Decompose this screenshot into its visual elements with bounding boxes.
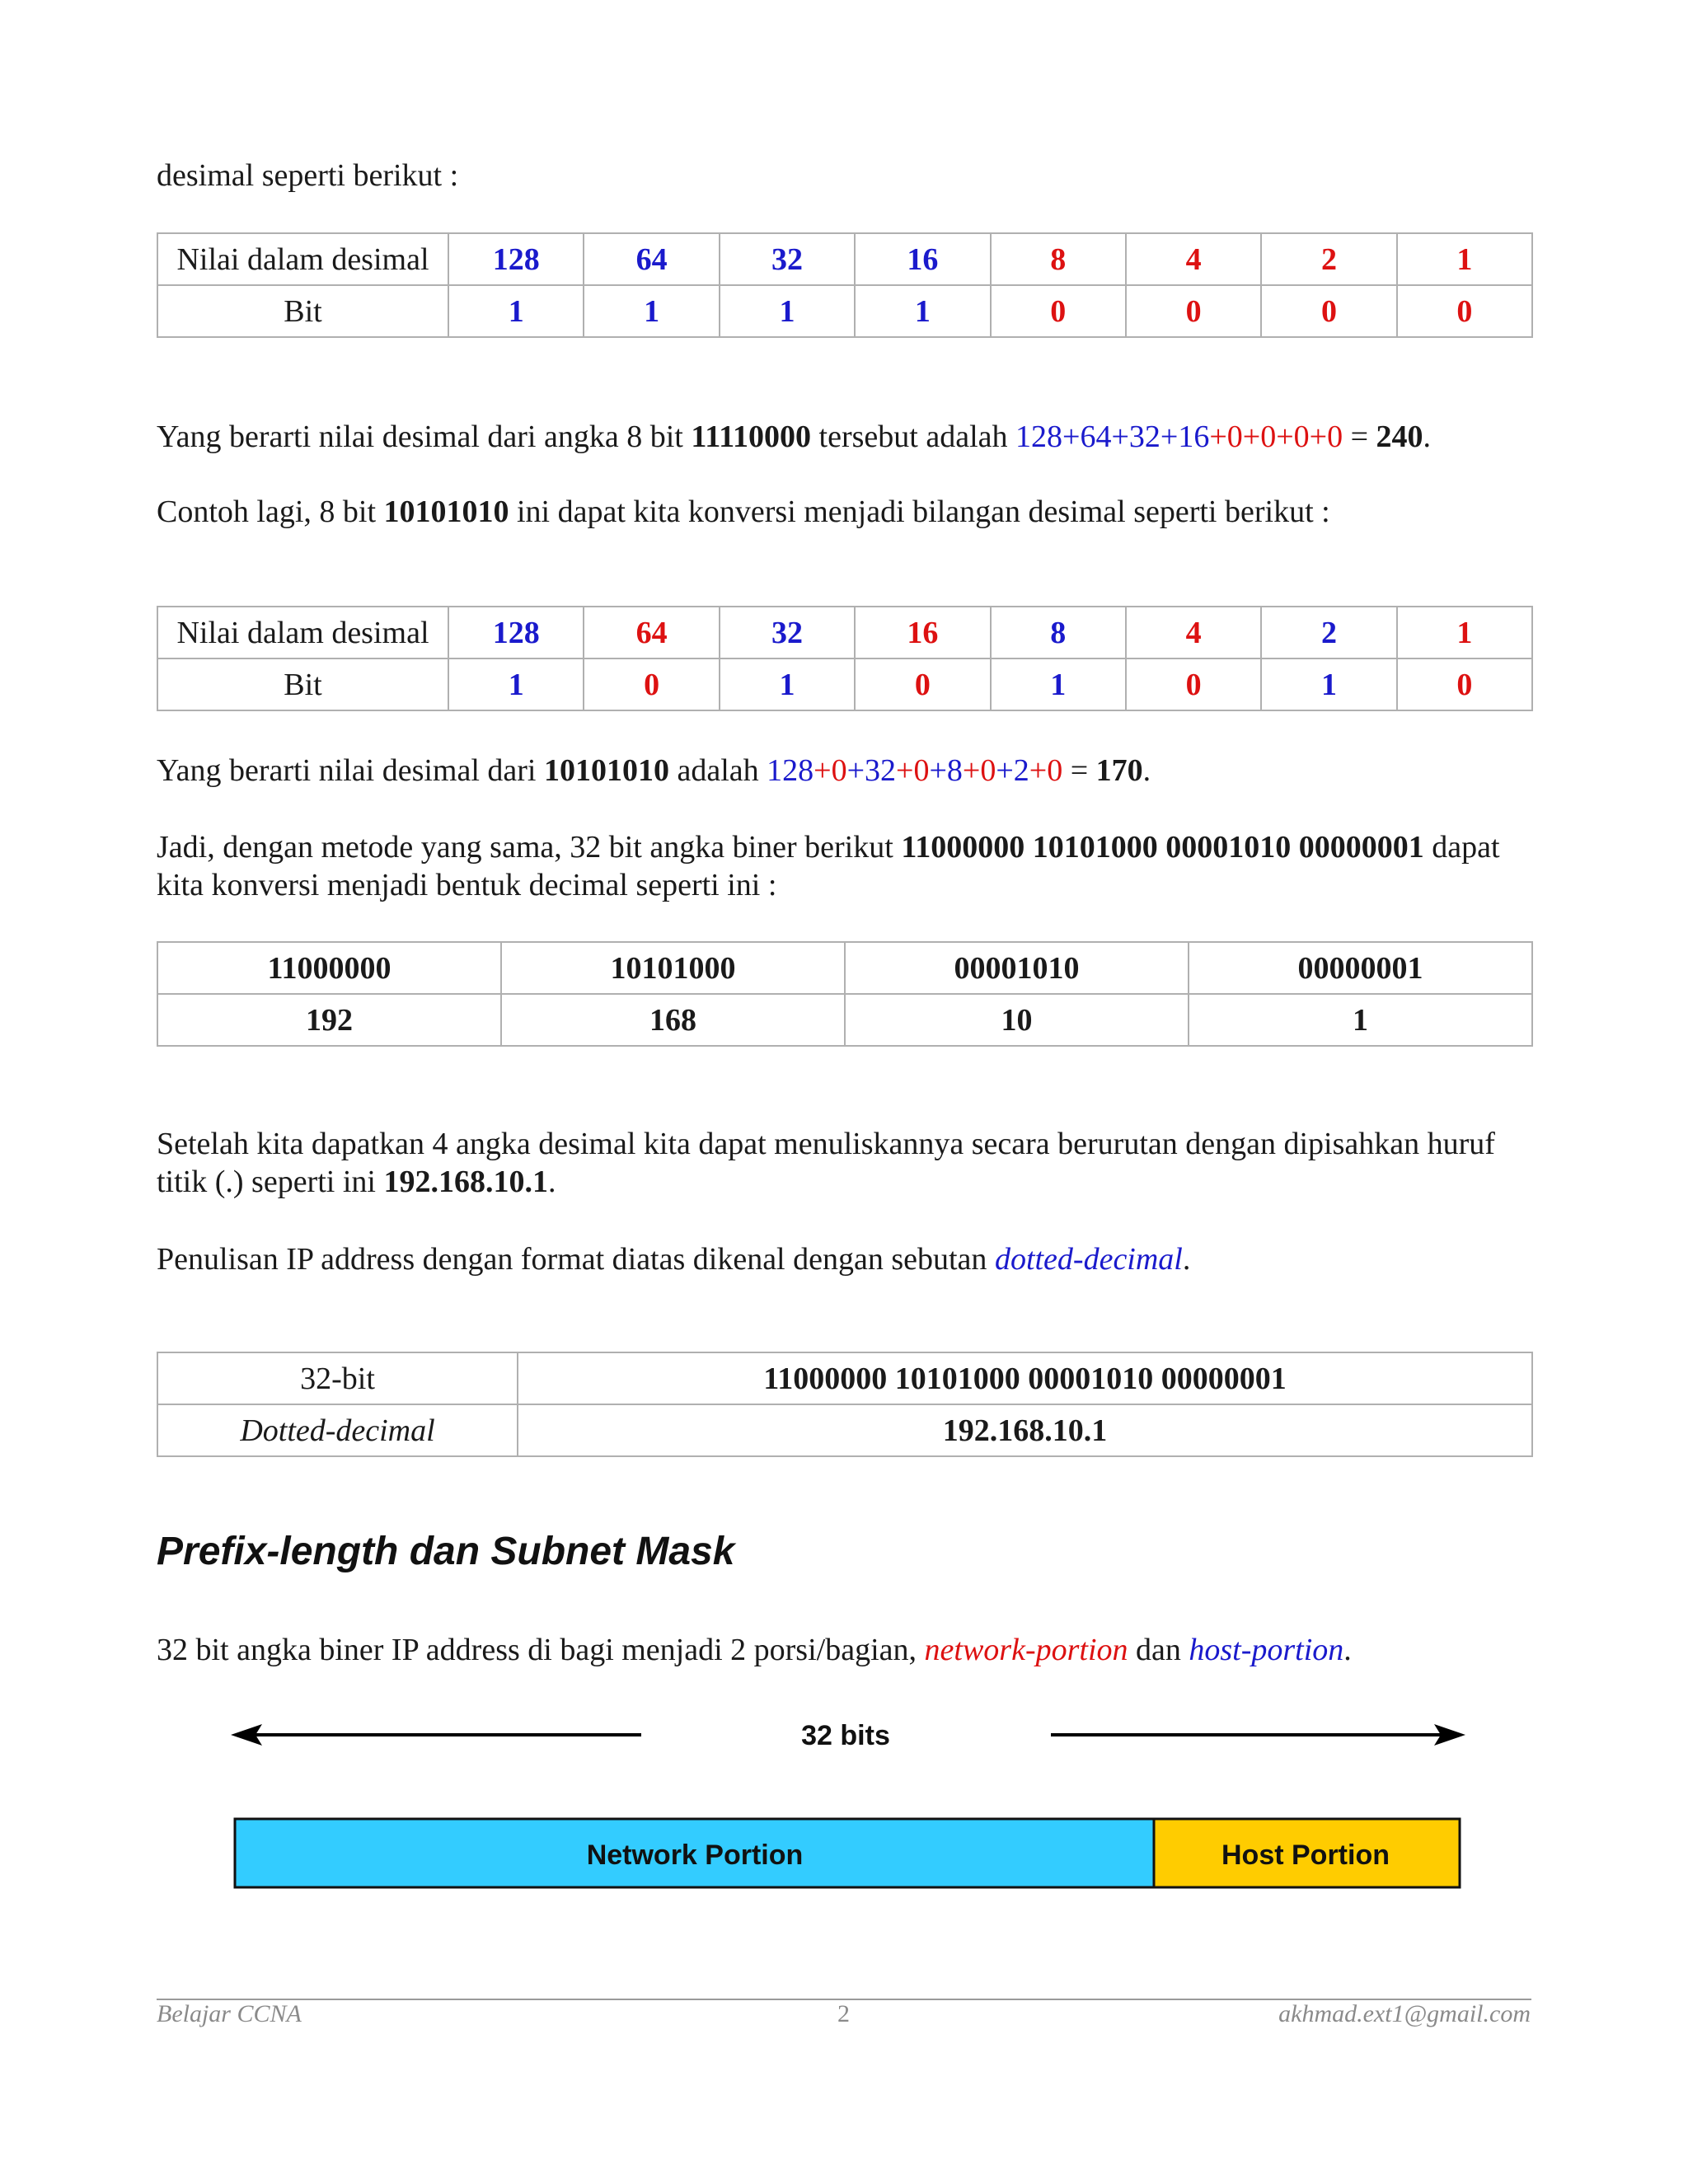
network-portion-label: Network Portion <box>586 1840 804 1871</box>
octet-cell: 00000001 <box>1189 942 1532 994</box>
bit-cell: 0 <box>1261 285 1396 337</box>
section-heading: Prefix-length dan Subnet Mask <box>157 1530 735 1573</box>
page-number: 2 <box>837 2000 850 2027</box>
binary-value: 11000000 10101000 00001010 00000001 <box>518 1352 1532 1404</box>
decimal-cell: 168 <box>501 994 845 1046</box>
bit-cell: 0 <box>1126 658 1261 710</box>
footer-email: akhmad.ext1@gmail.com <box>1278 2000 1531 2027</box>
text: = <box>1062 753 1096 788</box>
text: Yang berarti nilai desimal dari angka 8 bit <box>157 419 692 454</box>
bit-cell: 0 <box>991 285 1126 337</box>
text: = <box>1343 419 1376 454</box>
bit-cell: 1 <box>1261 658 1396 710</box>
bit-cell: 1 <box>448 285 584 337</box>
octet-cell: 00001010 <box>845 942 1189 994</box>
result-value: 170 <box>1095 753 1143 788</box>
place-value-cell: 128 <box>448 607 584 658</box>
plus-sign: + <box>1029 753 1048 788</box>
row-label: Bit <box>157 658 448 710</box>
text: . <box>1343 1633 1352 1667</box>
octet-cell: 10101000 <box>501 942 845 994</box>
plus-sign: + <box>896 753 914 788</box>
place-value-cell: 16 <box>855 233 990 285</box>
text: . <box>547 1165 556 1199</box>
bit-cell: 1 <box>448 658 584 710</box>
footer-title: Belajar CCNA <box>157 2000 302 2027</box>
bits-label: 32 bits <box>801 1720 890 1751</box>
bit-cell: 0 <box>584 658 719 710</box>
plus-sign: + <box>1309 419 1328 454</box>
place-value-cell: 128 <box>448 233 584 285</box>
term-host-portion: host-portion <box>1189 1633 1344 1667</box>
text: dan <box>1128 1633 1189 1667</box>
bit-cell: 0 <box>855 658 990 710</box>
sum-term: 2 <box>1013 753 1029 788</box>
sum-term: 0 <box>1293 419 1310 454</box>
sum-term: 128 <box>1015 419 1062 454</box>
binary-value: 10101010 <box>543 753 669 788</box>
bit-cell: 1 <box>720 658 855 710</box>
binary-value: 10101010 <box>383 494 509 529</box>
sum-term: 32 <box>865 753 897 788</box>
plus-sign: + <box>962 753 981 788</box>
place-value-cell: 8 <box>991 233 1126 285</box>
sum-term: 0 <box>831 753 847 788</box>
place-value-cell: 64 <box>584 233 719 285</box>
bit-cell: 1 <box>991 658 1126 710</box>
binary-value: 11110000 <box>691 419 812 454</box>
ip-address: 192.168.10.1 <box>383 1165 548 1199</box>
plus-sign: + <box>814 753 832 788</box>
host-portion-label: Host Portion <box>1221 1840 1390 1871</box>
place-value-cell: 1 <box>1397 233 1532 285</box>
plus-sign: + <box>1242 419 1261 454</box>
text: Setelah kita dapatkan 4 angka desimal kita dapat menuliskannya secara berurutan dengan dipisahkan huruf titik (.) seperti ini <box>157 1127 1495 1199</box>
decimal-cell: 1 <box>1189 994 1532 1046</box>
place-value-cell: 64 <box>584 607 719 658</box>
text: adalah <box>668 753 767 788</box>
sum-term: 0 <box>1047 753 1063 788</box>
sum-term: 64 <box>1080 419 1112 454</box>
place-value-cell: 32 <box>720 233 855 285</box>
sum-term: 0 <box>980 753 996 788</box>
row-label: Dotted-decimal <box>157 1404 518 1456</box>
place-value-cell: 16 <box>855 607 990 658</box>
sum-term: 16 <box>1178 419 1210 454</box>
place-value-cell: 2 <box>1261 233 1396 285</box>
binary-value: 11000000 10101000 00001010 00000001 <box>901 830 1424 865</box>
text: dapat kita konversi menjadi bentuk decimal seperti ini : <box>157 830 1500 902</box>
place-value-cell: 4 <box>1126 233 1261 285</box>
place-value-cell: 2 <box>1261 607 1396 658</box>
place-value-cell: 32 <box>720 607 855 658</box>
text: tersebut adalah <box>811 419 1015 454</box>
bit-cell: 1 <box>720 285 855 337</box>
sum-term: 8 <box>946 753 963 788</box>
decimal-cell: 192 <box>157 994 501 1046</box>
place-value-cell: 4 <box>1126 607 1261 658</box>
sum-term: 0 <box>1327 419 1343 454</box>
bit-cell: 0 <box>1397 285 1532 337</box>
intro-text: desimal seperti berikut : <box>157 158 459 193</box>
term-network-portion: network-portion <box>924 1633 1128 1667</box>
sum-term: 32 <box>1128 419 1160 454</box>
decimal-cell: 10 <box>845 994 1189 1046</box>
octet-cell: 11000000 <box>157 942 501 994</box>
plus-sign: + <box>1276 419 1294 454</box>
place-value-cell: 1 <box>1397 607 1532 658</box>
plus-sign: + <box>1209 419 1227 454</box>
place-value-cell: 8 <box>991 607 1126 658</box>
plus-sign: + <box>929 753 947 788</box>
plus-sign: + <box>846 753 865 788</box>
bit-cell: 0 <box>1397 658 1532 710</box>
plus-sign: + <box>996 753 1014 788</box>
plus-sign: + <box>1160 419 1179 454</box>
bit-cell: 0 <box>1126 285 1261 337</box>
bit-cell: 1 <box>855 285 990 337</box>
row-label: Nilai dalam desimal <box>157 233 448 285</box>
text: 32 bit angka biner IP address di bagi menjadi 2 porsi/bagian, <box>157 1633 925 1667</box>
text: . <box>1142 753 1151 788</box>
result-value: 240 <box>1376 419 1423 454</box>
text: . <box>1423 419 1431 454</box>
sum-term: 0 <box>1226 419 1243 454</box>
row-label: 32-bit <box>157 1352 518 1404</box>
ip-address: 192.168.10.1 <box>518 1404 1532 1456</box>
text: Contoh lagi, 8 bit <box>157 494 384 529</box>
plus-sign: + <box>1111 419 1129 454</box>
text: Jadi, dengan metode yang sama, 32 bit angka biner berikut <box>157 830 902 865</box>
term-dotted-decimal: dotted-decimal <box>994 1242 1183 1277</box>
sum-term: 0 <box>1260 419 1277 454</box>
text: . <box>1182 1242 1191 1277</box>
text: Penulisan IP address dengan format diatas dikenal dengan sebutan <box>157 1242 995 1277</box>
text: ini dapat kita konversi menjadi bilangan desimal seperti berikut : <box>509 494 1330 529</box>
row-label: Nilai dalam desimal <box>157 607 448 658</box>
right-arrow <box>1051 1724 1465 1746</box>
sum-term: 0 <box>913 753 930 788</box>
bit-cell: 1 <box>584 285 719 337</box>
text: Yang berarti nilai desimal dari <box>157 753 544 788</box>
sum-term: 128 <box>767 753 814 788</box>
row-label: Bit <box>157 285 448 337</box>
left-arrow <box>231 1724 641 1746</box>
plus-sign: + <box>1062 419 1081 454</box>
